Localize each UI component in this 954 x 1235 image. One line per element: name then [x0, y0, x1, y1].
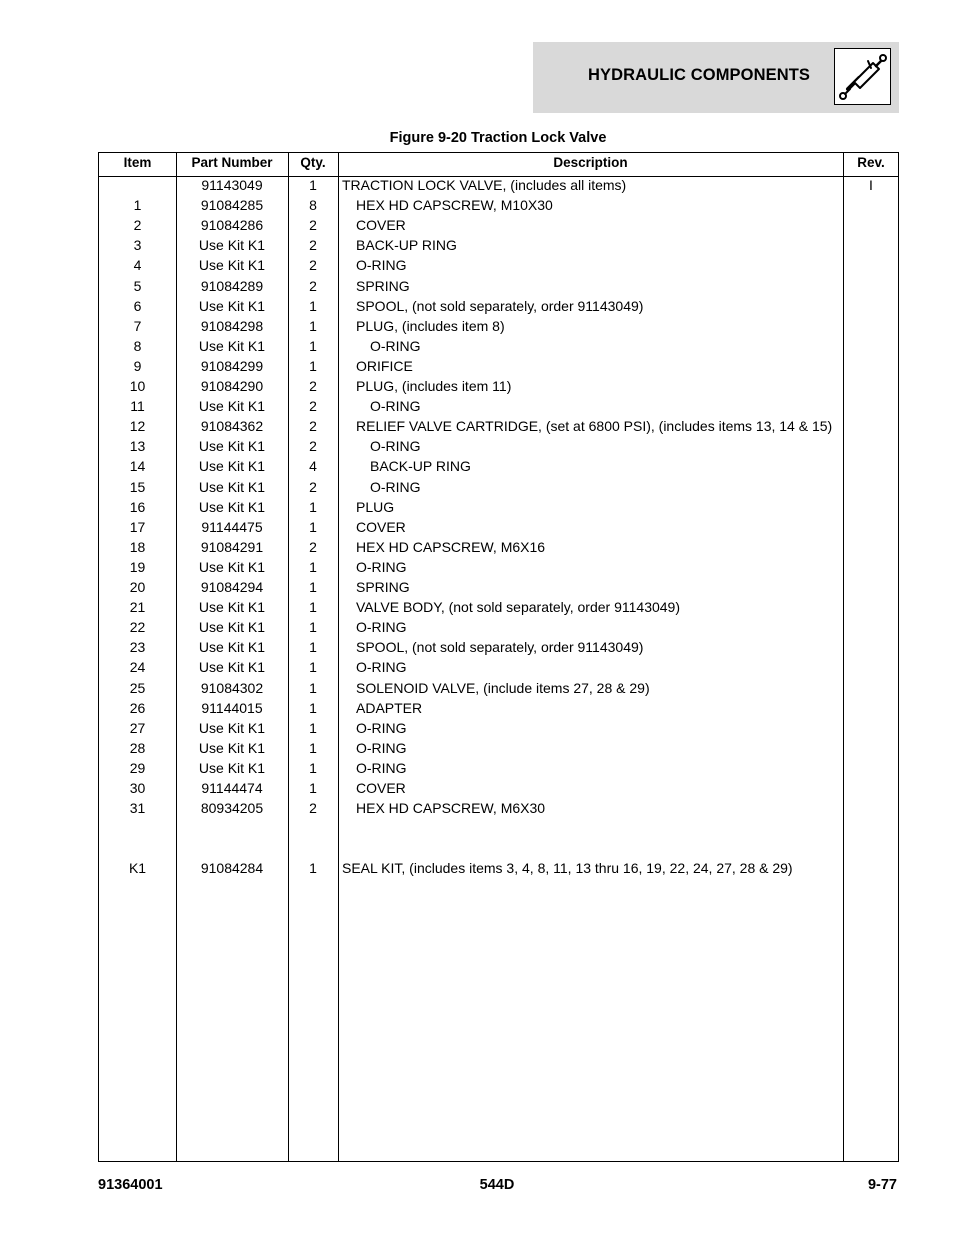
qty-cell: 2	[309, 257, 317, 274]
item-cell: 10	[129, 378, 146, 394]
table-row	[99, 217, 898, 237]
qty-cell: 1	[309, 297, 317, 314]
part-number-cell: 91084285	[200, 197, 264, 214]
item-cell: 15	[129, 478, 146, 495]
part-number-cell: Use Kit K1	[198, 558, 266, 575]
footer-page-number: 9-77	[867, 1177, 897, 1193]
table-row	[99, 197, 898, 217]
description-cell: O-RING	[356, 759, 407, 776]
item-cell: 4	[133, 257, 142, 274]
item-cell: 14	[129, 458, 146, 475]
description-cell: SPRING	[356, 579, 410, 595]
item-cell: 13	[129, 438, 146, 455]
qty-cell: 2	[309, 277, 317, 294]
qty-cell: 1	[309, 599, 317, 616]
item-cell: 21	[129, 599, 146, 616]
qty-cell: 1	[309, 860, 317, 877]
table-row	[99, 519, 898, 539]
parts-table	[98, 152, 899, 1162]
table-row	[99, 458, 898, 478]
qty-cell: 1	[309, 739, 317, 756]
description-cell: O-RING	[356, 558, 407, 575]
qty-cell: 2	[309, 237, 317, 254]
part-number-cell: Use Kit K1	[198, 739, 266, 756]
qty-cell: 1	[309, 337, 317, 354]
table-row	[99, 639, 898, 659]
qty-cell: 1	[309, 518, 317, 535]
item-cell: 8	[133, 337, 142, 354]
part-number-cell: Use Kit K1	[198, 478, 266, 495]
qty-cell: 1	[309, 619, 317, 636]
item-cell: 2	[133, 217, 142, 234]
qty-cell: 4	[309, 458, 317, 475]
part-number-cell: Use Kit K1	[198, 639, 266, 656]
table-row	[99, 659, 898, 679]
section-title: HYDRAULIC COMPONENTS	[588, 66, 811, 84]
description-cell: SPOOL, (not sold separately, order 91143049)	[356, 297, 644, 314]
table-row	[99, 438, 898, 458]
description-cell: O-RING	[370, 398, 421, 415]
qty-cell: 1	[309, 639, 317, 656]
part-number-cell: 91084298	[200, 317, 264, 334]
description-cell: VALVE BODY, (not sold separately, order 91143049)	[356, 599, 681, 616]
part-number-cell: Use Kit K1	[198, 659, 266, 676]
item-cell: 26	[129, 699, 146, 716]
table-row	[99, 740, 898, 760]
item-cell: 20	[129, 579, 146, 595]
description-cell: SPRING	[356, 277, 410, 294]
qty-cell: 1	[309, 317, 317, 334]
description-cell: O-RING	[356, 719, 407, 736]
qty-cell: 2	[309, 217, 317, 234]
table-row	[99, 820, 898, 840]
table-row	[99, 599, 898, 619]
item-cell: 11	[130, 398, 145, 415]
description-cell: TRACTION LOCK VALVE, (includes all items)	[342, 177, 627, 193]
part-number-cell: 91144015	[201, 699, 263, 716]
part-number-cell: 80934205	[200, 800, 264, 817]
table-row	[99, 619, 898, 639]
table-row	[99, 418, 898, 438]
item-cell: 5	[133, 277, 142, 294]
qty-cell: 1	[309, 558, 317, 575]
part-number-cell: 91144475	[201, 518, 263, 535]
part-number-cell: Use Kit K1	[198, 719, 266, 736]
column-header-item: Item	[123, 155, 152, 170]
item-cell: 12	[129, 418, 146, 435]
part-number-cell: 91084362	[200, 418, 264, 435]
part-number-cell: Use Kit K1	[198, 337, 266, 354]
table-row	[99, 338, 898, 358]
item-cell: 31	[129, 800, 146, 817]
description-cell: SEAL KIT, (includes items 3, 4, 8, 11, 13 thru 16, 19, 22, 24, 27, 28 & 29)	[342, 860, 793, 877]
qty-cell: 2	[309, 478, 317, 495]
qty-cell: 1	[309, 498, 317, 515]
item-cell: 19	[129, 558, 146, 575]
table-row	[99, 680, 898, 700]
description-cell: BACK-UP RING	[370, 458, 471, 475]
table-row	[99, 177, 898, 197]
qty-cell: 1	[309, 679, 317, 696]
item-cell: 27	[129, 719, 146, 736]
hydraulic-cylinder-icon	[834, 48, 891, 105]
description-cell: ORIFICE	[356, 357, 413, 374]
part-number-cell: 91084294	[200, 579, 264, 595]
part-number-cell: 91084289	[200, 277, 264, 294]
item-cell: 9	[133, 357, 142, 374]
description-cell: HEX HD CAPSCREW, M10X30	[356, 197, 553, 214]
table-row	[99, 358, 898, 378]
part-number-cell: 91084302	[200, 679, 264, 696]
qty-cell: 2	[309, 378, 317, 394]
description-cell: SOLENOID VALVE, (include items 27, 28 & 29)	[356, 679, 650, 696]
qty-cell: 2	[309, 438, 317, 455]
section-header	[533, 42, 899, 113]
table-row	[99, 298, 898, 318]
description-cell: O-RING	[370, 438, 421, 455]
item-cell: 7	[133, 317, 142, 334]
description-cell: PLUG, (includes item 11)	[356, 378, 512, 394]
item-cell: 6	[133, 297, 142, 314]
qty-cell: 2	[309, 418, 317, 435]
table-row	[99, 800, 898, 820]
table-row	[99, 398, 898, 418]
part-number-cell: Use Kit K1	[198, 237, 266, 254]
item-cell: 23	[129, 639, 146, 656]
table-row	[99, 780, 898, 800]
description-cell: O-RING	[356, 659, 407, 676]
part-number-cell: 91084286	[200, 217, 264, 234]
qty-cell: 8	[309, 197, 317, 214]
qty-cell: 1	[309, 579, 317, 595]
qty-cell: 1	[309, 719, 317, 736]
description-cell: RELIEF VALVE CARTRIDGE, (set at 6800 PSI), (includes items 13, 14 & 15)	[356, 418, 833, 435]
description-cell: HEX HD CAPSCREW, M6X30	[356, 800, 546, 817]
table-row	[99, 840, 898, 860]
part-number-cell: Use Kit K1	[198, 458, 266, 475]
item-cell: 3	[133, 237, 142, 254]
part-number-cell: Use Kit K1	[198, 297, 266, 314]
part-number-cell: 91084299	[200, 357, 264, 374]
description-cell: O-RING	[370, 337, 421, 354]
item-cell: 1	[133, 197, 142, 214]
column-header-qty: Qty.	[300, 155, 326, 170]
part-number-cell: Use Kit K1	[198, 498, 266, 515]
part-number-cell: Use Kit K1	[198, 599, 266, 616]
part-number-cell: 91084284	[200, 860, 264, 877]
part-number-cell: 91144474	[201, 780, 263, 796]
qty-cell: 1	[309, 699, 317, 716]
description-cell: PLUG, (includes item 8)	[356, 317, 505, 334]
part-number-cell: Use Kit K1	[198, 257, 266, 274]
qty-cell: 1	[309, 357, 317, 374]
qty-cell: 1	[309, 659, 317, 676]
table-header-row	[99, 153, 898, 177]
qty-cell: 1	[309, 759, 317, 776]
rev-cell: I	[869, 177, 873, 193]
table-row	[99, 860, 898, 880]
description-cell: PLUG	[356, 498, 395, 515]
item-cell: 16	[129, 498, 146, 515]
table-row	[99, 499, 898, 519]
table-row	[99, 539, 898, 559]
figure-title: Figure 9-20 Traction Lock Valve	[389, 130, 607, 146]
qty-cell: 2	[309, 538, 317, 555]
table-row	[99, 479, 898, 499]
description-cell: O-RING	[370, 478, 421, 495]
description-cell: SPOOL, (not sold separately, order 91143049)	[356, 639, 644, 656]
footer-document-number: 91364001	[98, 1177, 163, 1193]
item-cell: 24	[129, 659, 146, 676]
table-row	[99, 237, 898, 257]
item-cell: 18	[129, 538, 146, 555]
column-header-rev: Rev.	[857, 155, 885, 170]
part-number-cell: 91084290	[200, 378, 264, 394]
description-cell: HEX HD CAPSCREW, M6X16	[356, 538, 546, 555]
qty-cell: 1	[309, 177, 317, 193]
item-cell: 25	[129, 679, 146, 696]
description-cell: COVER	[356, 780, 406, 796]
part-number-cell: 91084291	[200, 538, 264, 555]
table-row	[99, 760, 898, 780]
qty-cell: 1	[309, 780, 317, 796]
table-row	[99, 278, 898, 298]
item-cell: 29	[129, 759, 146, 776]
description-cell: O-RING	[356, 257, 407, 274]
table-row	[99, 579, 898, 599]
description-cell: ADAPTER	[356, 699, 423, 716]
item-cell: K1	[128, 860, 147, 877]
description-cell: BACK-UP RING	[356, 237, 457, 254]
item-cell: 17	[129, 518, 146, 535]
part-number-cell: Use Kit K1	[198, 759, 266, 776]
description-cell: O-RING	[356, 739, 407, 756]
qty-cell: 2	[309, 800, 317, 817]
part-number-cell: 91143049	[201, 177, 263, 193]
table-row	[99, 318, 898, 338]
description-cell: O-RING	[356, 619, 407, 636]
item-cell: 22	[129, 619, 146, 636]
table-row	[99, 378, 898, 398]
qty-cell: 2	[309, 398, 317, 415]
part-number-cell: Use Kit K1	[198, 619, 266, 636]
description-cell: COVER	[356, 518, 406, 535]
column-header-part-number: Part Number	[191, 155, 273, 170]
item-cell: 30	[129, 780, 146, 796]
table-row	[99, 700, 898, 720]
column-header-description: Description	[553, 155, 628, 170]
item-cell: 28	[129, 739, 146, 756]
part-number-cell: Use Kit K1	[198, 438, 266, 455]
table-row	[99, 257, 898, 277]
table-row	[99, 559, 898, 579]
description-cell: COVER	[356, 217, 406, 234]
footer-model: 544D	[479, 1177, 515, 1193]
part-number-cell: Use Kit K1	[198, 398, 266, 415]
table-row	[99, 720, 898, 740]
